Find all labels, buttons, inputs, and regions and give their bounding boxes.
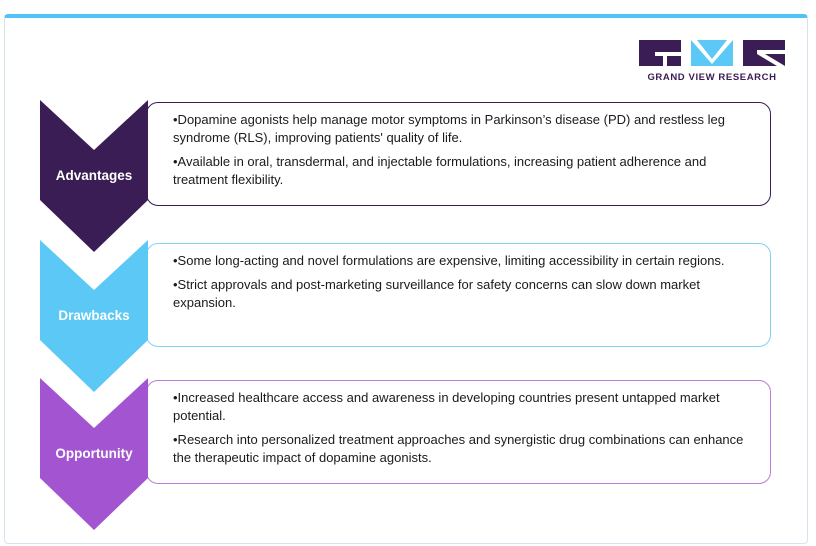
brand-name: GRAND VIEW RESEARCH <box>647 72 777 83</box>
advantages-label: Advantages <box>55 168 133 183</box>
section-advantages <box>40 100 780 254</box>
advantages-bullet-1: •Dopamine agonists help manage motor symptoms in Parkinson’s disease (PD) and restless leg syndrome (RLS), improving patients' quality of life. <box>173 112 726 145</box>
section-drawbacks <box>40 240 780 394</box>
opportunity-box <box>146 380 771 484</box>
opportunity-label: Opportunity <box>55 446 133 461</box>
drawbacks-bullet-2: •Strict approvals and post-marketing surveillance for safety concerns can slow down market expansion. <box>173 277 700 310</box>
advantages-box <box>146 102 771 206</box>
opportunity-bullet-2: •Research into personalized treatment approaches and synergistic drug combinations can enhance the therapeutic impact of dopamine agonists. <box>173 432 744 465</box>
opportunity-bullet-1: •Increased healthcare access and awareness in developing countries present untapped market potential. <box>173 390 720 423</box>
drawbacks-label: Drawbacks <box>58 308 130 323</box>
gvr-logo-icon <box>639 40 785 66</box>
drawbacks-bullet-1: •Some long-acting and novel formulations are expensive, limiting accessibility in certain regions. <box>173 253 725 268</box>
drawbacks-box <box>146 243 771 347</box>
advantages-bullet-2: •Available in oral, transdermal, and injectable formulations, increasing patient adherence and treatment flexibility. <box>173 154 707 187</box>
brand-logo <box>639 40 785 84</box>
section-opportunity <box>40 378 780 532</box>
